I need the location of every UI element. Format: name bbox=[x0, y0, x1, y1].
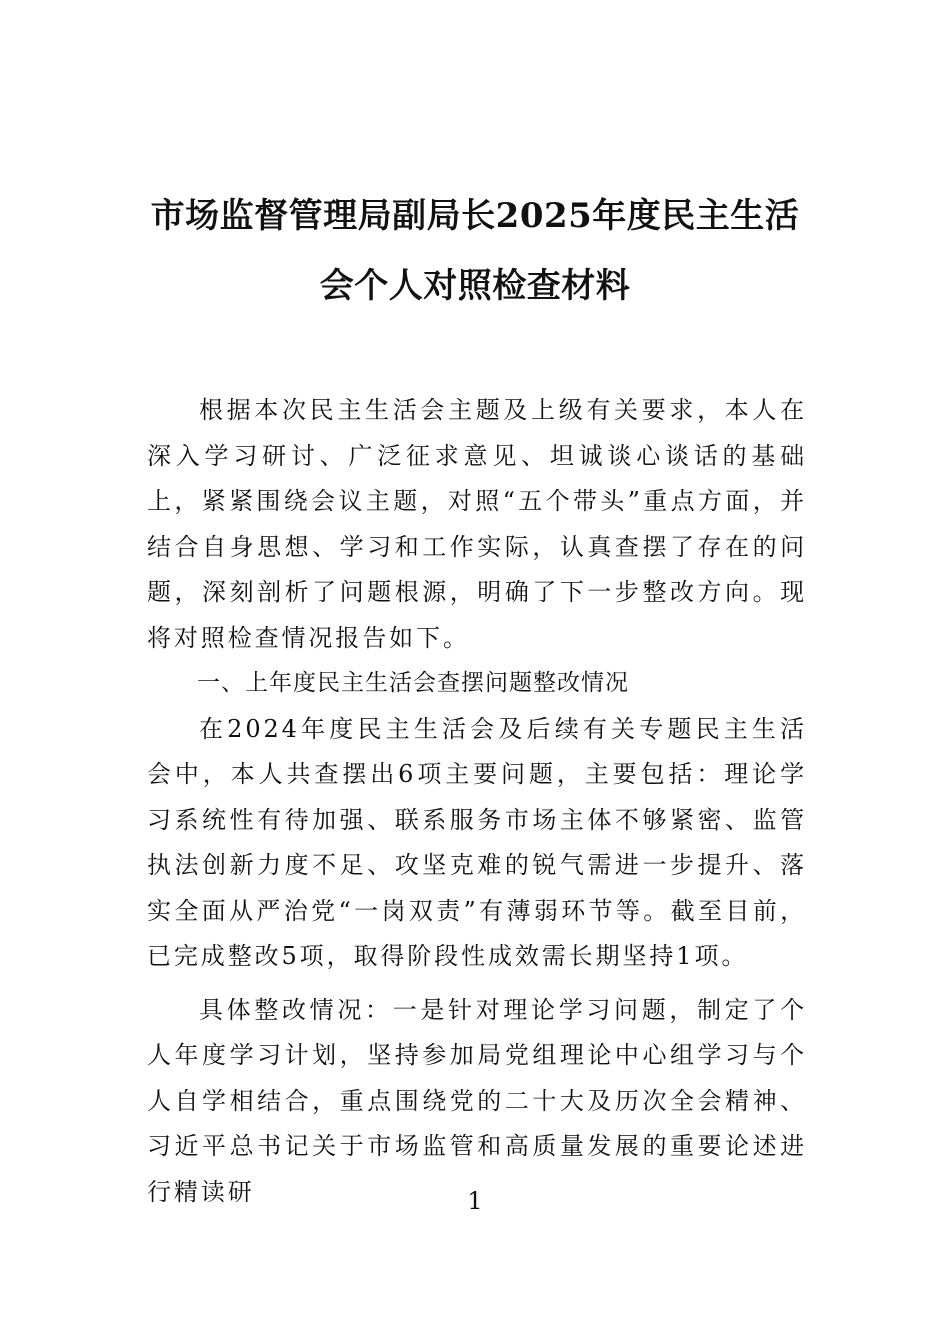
section-heading-1: 一、上年度民主生活会查摆问题整改情况 bbox=[197, 670, 629, 696]
document-body bbox=[147, 388, 807, 1215]
page-number: 1 bbox=[467, 1187, 483, 1215]
rectification-details-paragraph: 具体整改情况：一是针对理论学习问题，制定了个人年度学习计划，坚持参加局党组理论中心组学习与个人自学相结合，重点围绕党的二十大及历次全会精神、习近平总书记关于市场监管和高质量发展的重要论述进行精读研 bbox=[147, 995, 807, 1206]
rectification-summary-paragraph: 在2024年度民主生活会及后续有关专题民主生活会中，本人共查摆出6项主要问题，主要包括：理论学习系统性有待加强、联系服务市场主体不够紧密、监管执法创新力度不足、攻坚克难的锐气需进一步提升、落实全面从严治党“一岗双责”有薄弱环节等。截至目前，已完成整改5项，取得阶段性成效需长期坚持1项。 bbox=[147, 714, 807, 970]
document-title-line-1: 市场监督管理局副局长2025年度民主生活 bbox=[150, 196, 800, 236]
document-title-line-2: 会个人对照检查材料 bbox=[319, 266, 631, 306]
intro-paragraph: 根据本次民主生活会主题及上级有关要求，本人在深入学习研讨、广泛征求意见、坦诚谈心谈话的基础上，紧紧围绕会议主题，对照“五个带头”重点方面，并结合自身思想、学习和工作实际，认真查摆了存在的问题，深刻剖析了问题根源，明确了下一步整改方向。现将对照检查情况报告如下。 bbox=[147, 396, 807, 652]
